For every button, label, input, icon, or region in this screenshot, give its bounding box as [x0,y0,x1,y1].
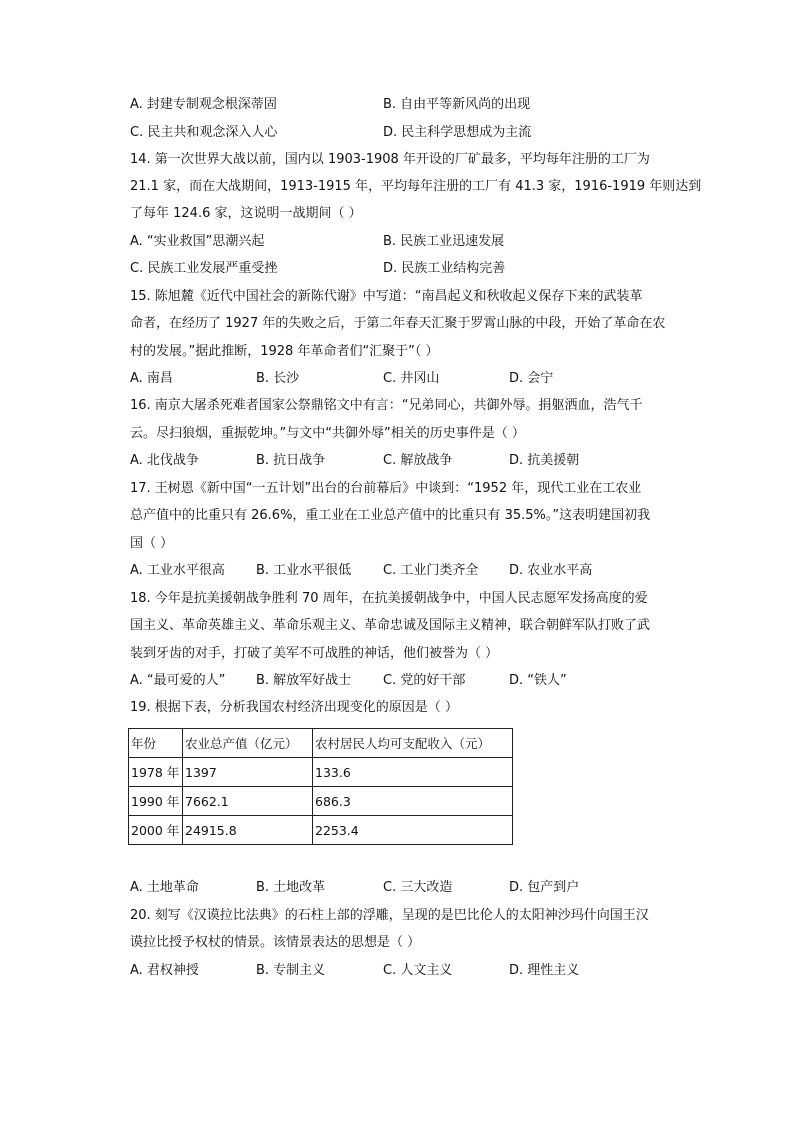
q15-stem-line-1: 15. 陈旭麓《近代中国社会的新陈代谢》中写道：“南昌起义和秋收起义保存下来的武装革 [130,289,643,304]
q16-option-d: D. 抗美援朝 [509,453,580,468]
q13-option-a: A. 封建专制观念根深蒂固 [130,97,277,112]
q19-option-c: C. 三大改造 [383,880,453,895]
q14-option-b: B. 民族工业迅速发展 [383,234,505,249]
q15-option-a: A. 南昌 [130,371,173,386]
q17-stem-line-2: 总产值中的比重只有 26.6%，重工业在工业总产值中的比重只有 35.5%。”这表明建国初我 [130,508,651,523]
q20-option-c: C. 人文主义 [383,963,453,978]
q18-option-a: A. “最可爱的人” [130,673,226,688]
q14-option-a: A. “实业救国”思潮兴起 [130,234,265,249]
table-cell: 1990 年 [129,787,183,816]
q19-option-a: A. 土地革命 [130,880,199,895]
table-cell: 2000 年 [129,816,183,845]
q20-option-b: B. 专制主义 [256,963,326,978]
q13-option-b: B. 自由平等新风尚的出现 [383,97,531,112]
q19-stem-line-1: 19. 根据下表，分析我国农村经济出现变化的原因是（ ） [130,700,458,715]
q17-stem-line-3: 国（ ） [130,536,174,551]
table-header-cell: 农村居民人均可支配收入（元） [313,729,513,758]
q16-option-a: A. 北伐战争 [130,453,199,468]
q14-stem-line-3: 了每年 124.6 家，这说明一战期间（ ） [130,206,362,221]
table-cell: 1397 [183,758,313,787]
q18-option-c: C. 党的好干部 [383,673,466,688]
q17-stem-line-1: 17. 王树恩《新中国“一五计划”出台的台前幕后》中谈到：“1952 年，现代工业在工农业 [130,481,642,496]
q13-option-d: D. 民主科学思想成为主流 [383,125,532,140]
q20-option-d: D. 理性主义 [509,963,580,978]
q17-option-c: C. 工业门类齐全 [383,563,479,578]
table-header-cell: 农业总产值（亿元） [183,729,313,758]
table-cell: 686.3 [313,787,513,816]
table-cell: 133.6 [313,758,513,787]
q19-data-table [128,728,513,845]
q18-stem-line-1: 18. 今年是抗美援朝战争胜利 70 周年，在抗美援朝战争中，中国人民志愿军发扬高度的爱 [130,591,648,606]
q18-option-d: D. “铁人” [509,673,567,688]
q15-stem-line-3: 村的发展。”据此推断，1928 年革命者们“汇聚于”（ ） [130,344,439,359]
q16-stem-line-2: 云。尽扫狼烟，重振乾坤。”与文中“共御外辱”相关的历史事件是（ ） [130,426,525,441]
q18-stem-line-2: 国主义、革命英雄主义、革命乐观主义、革命忠诚及国际主义精神，联合朝鲜军队打败了武 [130,618,651,633]
q20-stem-line-2: 谟拉比授予权杖的情景。该情景表达的思想是（ ） [130,935,421,950]
q17-option-d: D. 农业水平高 [509,563,593,578]
q18-stem-line-3: 装到牙齿的对手，打破了美军不可战胜的神话，他们被誉为（ ） [130,646,499,661]
q13-option-c: C. 民主共和观念深入人心 [130,125,278,140]
q18-option-b: B. 解放军好战士 [256,673,352,688]
q16-option-c: C. 解放战争 [383,453,453,468]
table-row [129,816,513,845]
q19-option-b: B. 土地改革 [256,880,326,895]
q16-option-b: B. 抗日战争 [256,453,326,468]
q20-stem-line-1: 20. 刻写《汉谟拉比法典》的石柱上部的浮雕，呈现的是巴比伦人的太阳神沙玛什向国王汉 [130,908,649,923]
q14-stem-line-2: 21.1 家，而在大战期间，1913-1915 年，平均每年注册的工厂有 41.3 家，1916-1919 年则达到 [130,179,702,194]
q17-option-b: B. 工业水平很低 [256,563,352,578]
q20-option-a: A. 君权神授 [130,963,199,978]
table-header-cell: 年份 [129,729,183,758]
table-cell: 24915.8 [183,816,313,845]
q16-stem-line-1: 16. 南京大屠杀死难者国家公祭鼎铭文中有言：“兄弟同心，共御外辱。捐躯洒血，浩气千 [130,398,643,413]
table-row [129,758,513,787]
table-cell: 7662.1 [183,787,313,816]
q15-option-c: C. 井冈山 [383,371,440,386]
q14-stem-line-1: 14. 第一次世界大战以前，国内以 1903-1908 年开设的厂矿最多，平均每年注册的工厂为 [130,152,650,167]
q15-option-b: B. 长沙 [256,371,300,386]
table-row [129,787,513,816]
q19-option-d: D. 包产到户 [509,880,580,895]
table-cell: 2253.4 [313,816,513,845]
q15-stem-line-2: 命者，在经历了 1927 年的失败之后，于第二年春天汇聚于罗霄山脉的中段，开始了革命在农 [130,316,666,331]
table-header-row [129,729,513,758]
table-cell: 1978 年 [129,758,183,787]
q17-option-a: A. 工业水平很高 [130,563,225,578]
q14-option-d: D. 民族工业结构完善 [383,261,506,276]
q15-option-d: D. 会宁 [509,371,554,386]
q14-option-c: C. 民族工业发展严重受挫 [130,261,278,276]
